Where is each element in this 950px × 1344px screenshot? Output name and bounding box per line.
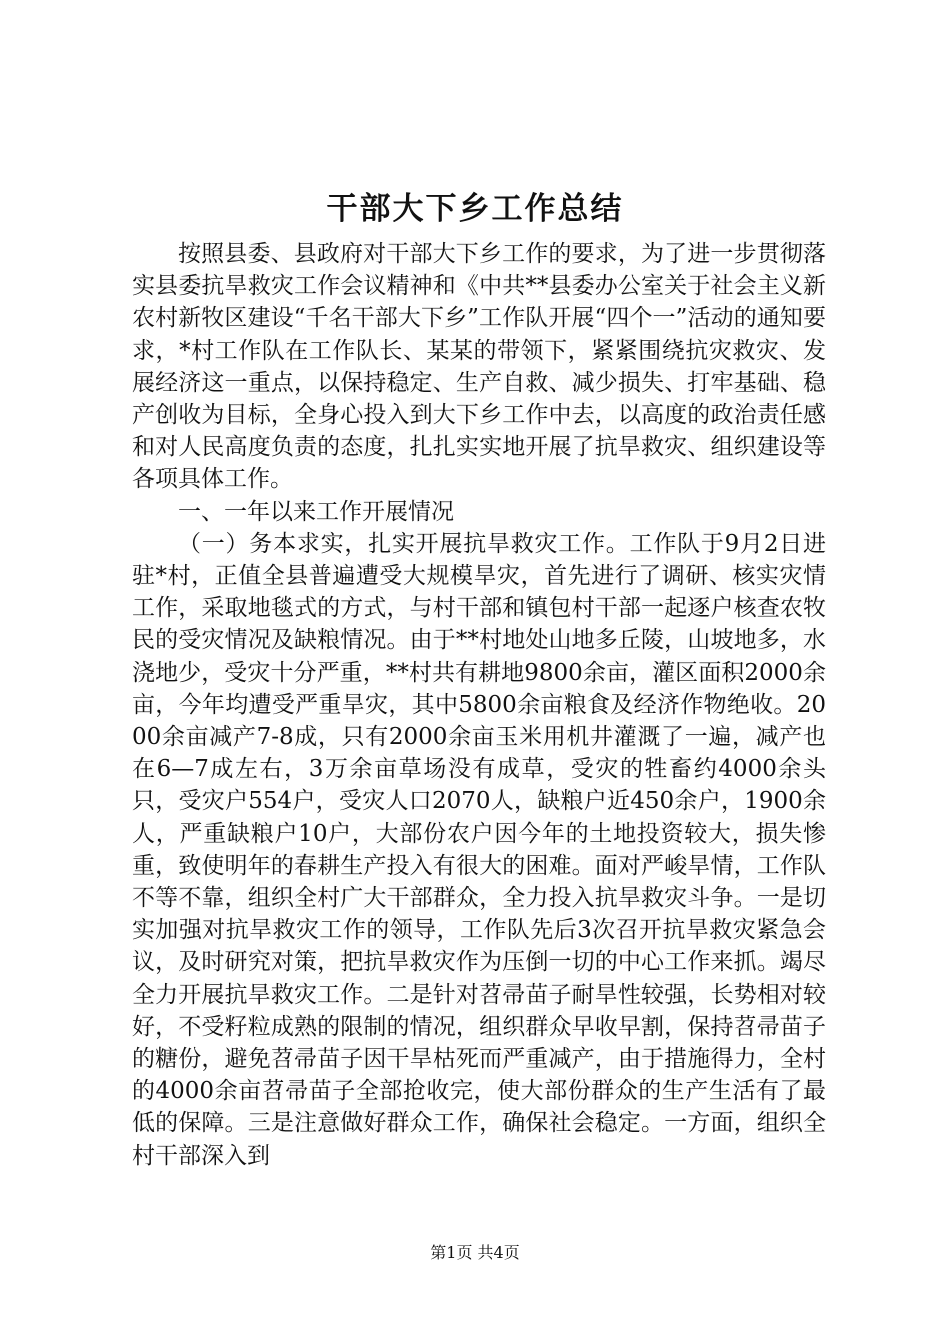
intro-paragraph: 按照县委、县政府对干部大下乡工作的要求，为了进一步贯彻落实县委抗旱救灾工作会议精神和《中共**县委办公室关于社会主义新农村新牧区建设“千名干部大下乡”工作队开展“四个一”活动的通知要求，*村工作队在工作队长、某某的带领下，紧紧围绕抗灾救灾、发展经济这一重点，以保持稳定、生产自救、减少损失、打牢基础、稳产创收为目标，全身心投入到大下乡工作中去，以高度的政治责任感和对人民高度负责的态度，扎扎实实地开展了抗旱救灾、组织建设等各项具体工作。 (132, 241, 826, 493)
section-heading: 一、一年以来工作开展情况 (178, 498, 454, 525)
page-footer: 第1页 共4页 (430, 1243, 520, 1262)
document-body (132, 238, 826, 1172)
page-title: 干部大下乡工作总结 (326, 191, 624, 227)
section-paragraph: （一）务本求实，扎实开展抗旱救灾工作。工作队于9月2日进驻*村，正值全县普遍遭受大规模旱灾，首先进行了调研、核实灾情工作，采取地毯式的方式，与村干部和镇包村干部一起逐户核查农牧民的受灾情况及缺粮情况。由于**村地处山地多丘陵，山坡地多，水浇地少，受灾十分严重，**村共有耕地9800余亩，灌区面积2000余亩，今年均遭受严重旱灾，其中5800余亩粮食及经济作物绝收。2000余亩减产7-8成，只有2000余亩玉米用机井灌溉了一遍，减产也在6—7成左右，3万余亩草场没有成草，受灾的牲畜约4000余头只，受灾户554户，受灾人口2070人，缺粮户近450余户，1900余人，严重缺粮户10户，大部份农户因今年的土地投资较大，损失惨重，致使明年的春耕生产投入有很大的困难。面对严峻旱情，工作队不等不靠，组织全村广大干部群众，全力投入抗旱救灾斗争。一是切实加强对抗旱救灾工作的领导，工作队先后3次召开抗旱救灾紧急会议，及时研究对策，把抗旱救灾作为压倒一切的中心工作来抓。竭尽全力开展抗旱救灾工作。二是针对苕帚苗子耐旱性较强，长势相对较好，不受籽粒成熟的限制的情况，组织群众早收早割，保持苕帚苗子的糖份，避免苕帚苗子因干旱枯死而严重减产，由于措施得力，全村的4000余亩苕帚苗子全部抢收完，使大部份群众的生产生活有了最低的保障。三是注意做好群众工作，确保社会稳定。一方面，组织全村干部深入到 (132, 530, 826, 1169)
